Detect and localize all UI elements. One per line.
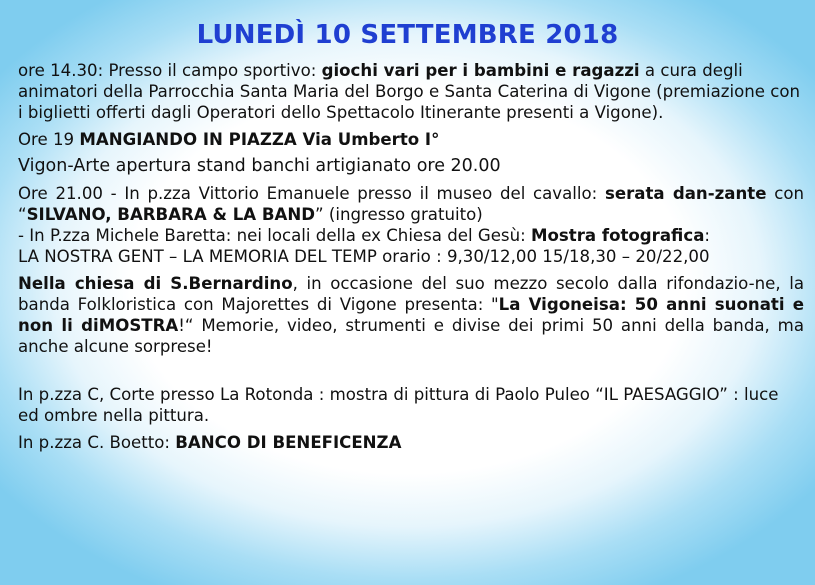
event-dance-band: SILVANO, BARBARA & LA BAND <box>26 205 316 224</box>
event-band-location: Nella chiesa di S.Bernardino <box>18 274 293 293</box>
event-sports-games-time: ore 14.30: Presso il campo sportivo: <box>18 61 322 80</box>
event-dance-with: con “ <box>18 184 804 224</box>
event-photo-hours: LA NOSTRA GENT – LA MEMORIA DEL TEMP orario : 9,30/12,00 15/18,30 – 20/22,00 <box>18 247 710 266</box>
event-photo-location: - In P.zza Michele Baretta: nei locali della ex Chiesa del Gesù: <box>18 226 531 245</box>
event-dinner-title: MANGIANDO IN PIAZZA Via Umberto I° <box>79 130 440 149</box>
event-charity <box>18 432 804 453</box>
event-charity-location: In p.zza C. Boetto: <box>18 433 176 452</box>
event-band-title: La Vigoneisa: 50 anni suonati e non li diMOSTRA <box>18 295 804 335</box>
event-dinner <box>18 129 804 150</box>
event-sports-games-details: a cura degli animatori della Parrocchia Santa Maria del Borgo e Santa Caterina di Vigone (premiazione con i biglietti offerti dagli Operatori dello Spettacolo Itinerante presenti a Vigone). <box>18 61 801 122</box>
page-title: LUNEDÌ 10 SETTEMBRE 2018 <box>196 20 619 50</box>
event-painting-text: In p.zza C, Corte presso La Rotonda : mostra di pittura di Paolo Puleo “IL PAESAGGIO” : luce ed ombre nella pittura. <box>18 385 779 425</box>
event-band-anniversary <box>18 273 804 357</box>
event-sports-games-highlight: giochi vari per i bambini e ragazzi <box>321 61 640 80</box>
event-band-intro: , in occasione del suo mezzo secolo dalla rifondazio-ne, la banda Folkloristica con Majorettes di Vigone presenta: " <box>18 274 804 314</box>
event-vigon-arte-details: apertura stand banchi artigianato ore 20.00 <box>110 156 501 176</box>
event-photo-colon: : <box>704 226 710 245</box>
event-photo-title: Mostra fotografica <box>530 226 705 245</box>
event-vigon-arte-name: Vigon-Arte <box>18 156 111 176</box>
event-band-details: !“ Memorie, video, strumenti e divise dei primi 50 anni della banda, ma anche alcune sorprese! <box>18 316 804 356</box>
event-dance-title: serata dan-zante <box>604 184 767 203</box>
event-dance-intro: Ore 21.00 - In p.zza Vittorio Emanuele presso il museo del cavallo: <box>18 184 605 203</box>
event-evening-dance <box>18 183 804 267</box>
event-dinner-time: Ore 19 <box>18 130 80 149</box>
event-dance-entry: ” (ingresso gratuito) <box>315 205 483 224</box>
event-program <box>18 60 804 459</box>
event-vigon-arte <box>18 156 804 177</box>
event-sports-games <box>18 60 804 123</box>
event-painting-exhibit <box>18 384 804 426</box>
event-charity-title: BANCO DI BENEFICENZA <box>175 433 402 452</box>
